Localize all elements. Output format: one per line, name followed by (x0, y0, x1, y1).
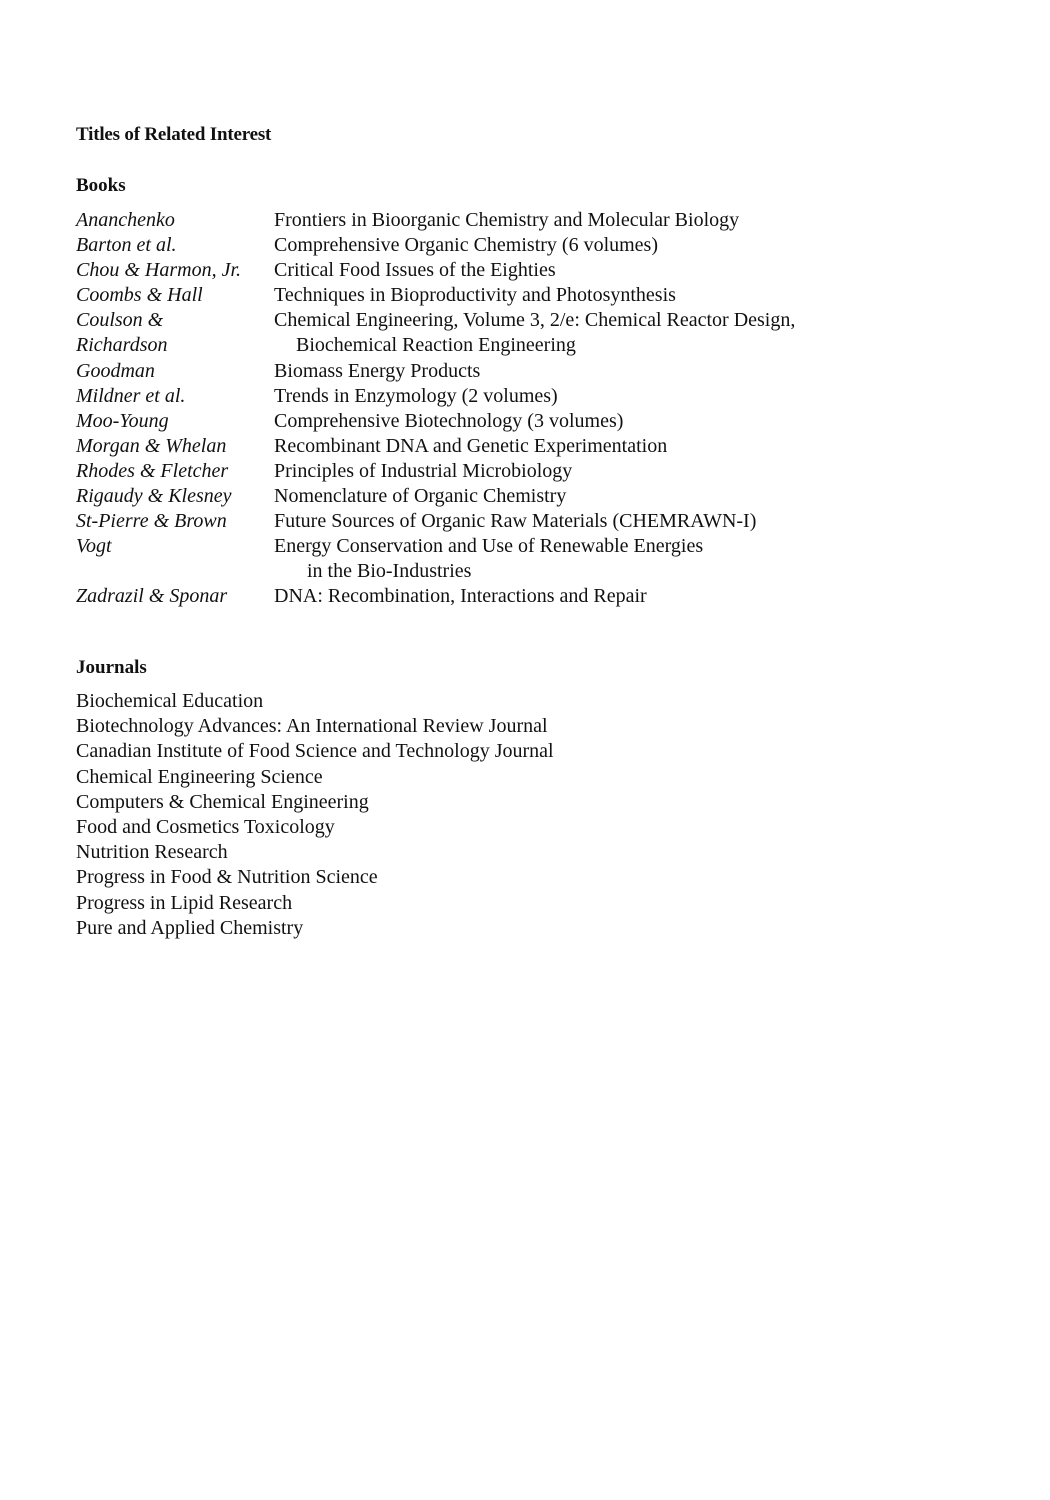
book-title-line: Techniques in Bioproductivity and Photosynthesis (274, 284, 676, 307)
book-author: Mildner et al. (76, 384, 186, 407)
book-title (274, 258, 976, 283)
book-title (274, 484, 976, 509)
book-title (274, 384, 976, 409)
book-author: St-Pierre & Brown (76, 510, 227, 533)
book-title (274, 233, 976, 258)
journal-item: Canadian Institute of Food Science and Technology Journal (76, 740, 554, 763)
book-entry (76, 308, 976, 358)
book-author: Coombs & Hall (76, 284, 203, 307)
book-entry (76, 434, 976, 459)
book-title (274, 459, 976, 484)
book-title (274, 584, 976, 609)
journal-item: Biochemical Education (76, 690, 264, 712)
book-author: Barton et al. (76, 234, 177, 257)
journals-list (76, 689, 554, 941)
book-title-line: in the Bio-Industries (307, 560, 472, 583)
book-title (274, 434, 976, 459)
journals-heading: Journals (76, 657, 147, 678)
journal-item: Progress in Lipid Research (76, 891, 293, 914)
journal-item: Pure and Applied Chemistry (76, 916, 304, 939)
book-title-line: Recombinant DNA and Genetic Experimentation (274, 434, 668, 457)
journal-item: Chemical Engineering Science (76, 765, 323, 788)
book-entry (76, 233, 976, 258)
book-entry (76, 484, 976, 509)
book-title-line: Nomenclature of Organic Chemistry (274, 485, 567, 508)
book-entry (76, 584, 976, 609)
book-title-line: Future Sources of Organic Raw Materials (CHEMRAWN-I) (274, 510, 757, 533)
book-title-line: Principles of Industrial Microbiology (274, 459, 573, 482)
book-author: Morgan & Whelan (76, 434, 227, 457)
page-title: Titles of Related Interest (76, 124, 272, 145)
book-author-line: Coulson & (76, 309, 164, 332)
book-title-line: Energy Conservation and Use of Renewable Energies (274, 535, 704, 558)
book-title (274, 534, 976, 584)
book-title-line: Biochemical Reaction Engineering (296, 334, 576, 357)
book-title-line: Frontiers in Bioorganic Chemistry and Molecular Biology (274, 209, 740, 231)
book-entry (76, 459, 976, 484)
book-author: Rhodes & Fletcher (76, 459, 229, 482)
book-title-line: Biomass Energy Products (274, 359, 481, 382)
book-title-line: DNA: Recombination, Interactions and Repair (274, 585, 647, 608)
book-entry (76, 384, 976, 409)
book-title-line: Comprehensive Organic Chemistry (6 volumes) (274, 234, 659, 257)
journal-item: Food and Cosmetics Toxicology (76, 816, 335, 839)
book-title-line: Chemical Engineering, Volume 3, 2/e: Chemical Reactor Design, (274, 309, 796, 332)
book-title-line: Critical Food Issues of the Eighties (274, 259, 556, 282)
journal-item: Progress in Food & Nutrition Science (76, 866, 378, 889)
book-author: Goodman (76, 359, 155, 382)
book-author: Vogt (76, 535, 112, 558)
book-entry (76, 509, 976, 534)
book-title (274, 283, 976, 308)
book-author: Moo-Young (76, 409, 169, 432)
book-title-line: Comprehensive Biotechnology (3 volumes) (274, 409, 624, 432)
book-entry (76, 283, 976, 308)
journal-item: Computers & Chemical Engineering (76, 790, 369, 813)
book-title (274, 359, 976, 384)
book-entry (76, 409, 976, 434)
book-title (274, 409, 976, 434)
journal-item: Biotechnology Advances: An International Review Journal (76, 715, 548, 738)
book-title (274, 308, 976, 358)
books-list (76, 208, 976, 610)
book-author: Zadrazil & Sponar (76, 585, 228, 608)
book-title-line: Trends in Enzymology (2 volumes) (274, 384, 558, 407)
book-author: Ananchenko (76, 209, 175, 231)
book-author: Rigaudy & Klesney (76, 485, 232, 508)
book-entry (76, 534, 976, 584)
book-author-line: Richardson (76, 334, 168, 357)
book-entry (76, 258, 976, 283)
book-title (274, 509, 976, 534)
books-heading: Books (76, 175, 126, 196)
book-title (274, 208, 976, 233)
book-author: Chou & Harmon, Jr. (76, 259, 242, 282)
journal-item: Nutrition Research (76, 841, 228, 864)
book-author (76, 308, 274, 358)
book-entry (76, 208, 976, 233)
book-entry (76, 359, 976, 384)
